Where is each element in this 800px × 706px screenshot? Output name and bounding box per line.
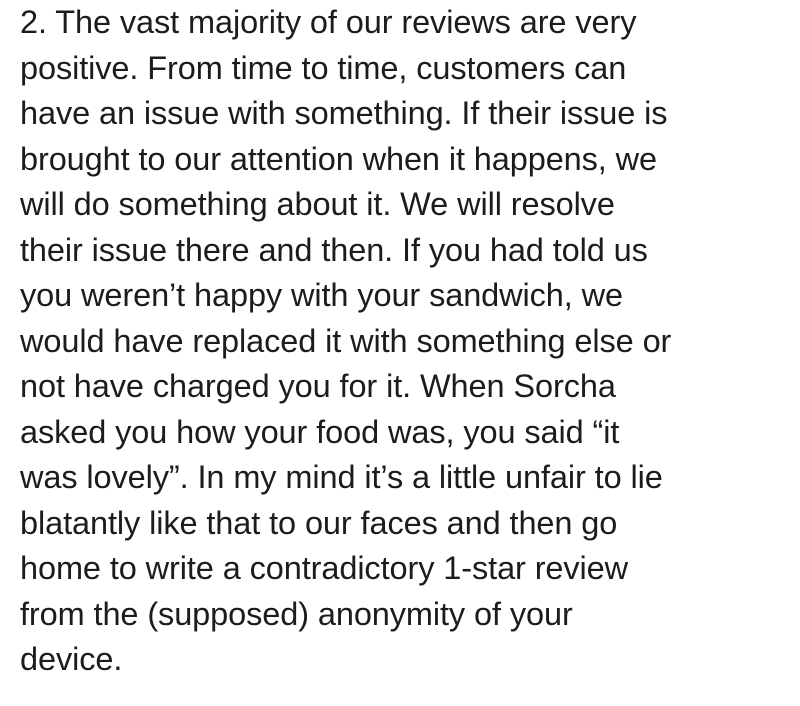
text-line: from the (supposed) anonymity of your xyxy=(20,595,573,632)
text-line: not have charged you for it. When Sorcha xyxy=(20,368,616,404)
text-line: was lovely”. In my mind it’s a little unfair to lie xyxy=(20,459,663,495)
text-line: positive. From time to time, customers can xyxy=(20,49,627,86)
text-line: device. xyxy=(20,641,123,677)
text-line: blatantly like that to our faces and then go xyxy=(20,504,618,541)
text-line: their issue there and then. If you had told us xyxy=(20,231,648,268)
text-line: you weren’t happy with your sandwich, we xyxy=(20,277,623,313)
text-line: will do something about it. We will resolve xyxy=(20,186,615,222)
text-line: would have replaced it with something else or xyxy=(20,322,672,359)
text-line: asked you how your food was, you said “it xyxy=(20,413,620,450)
text-line: brought to our attention when it happens, we xyxy=(20,140,658,177)
text-line: have an issue with something. If their issue is xyxy=(20,95,668,131)
text-line: 2. The vast majority of our reviews are very xyxy=(20,4,637,40)
review-response-paragraph xyxy=(20,0,790,683)
text-line: home to write a contradictory 1-star review xyxy=(20,550,629,586)
